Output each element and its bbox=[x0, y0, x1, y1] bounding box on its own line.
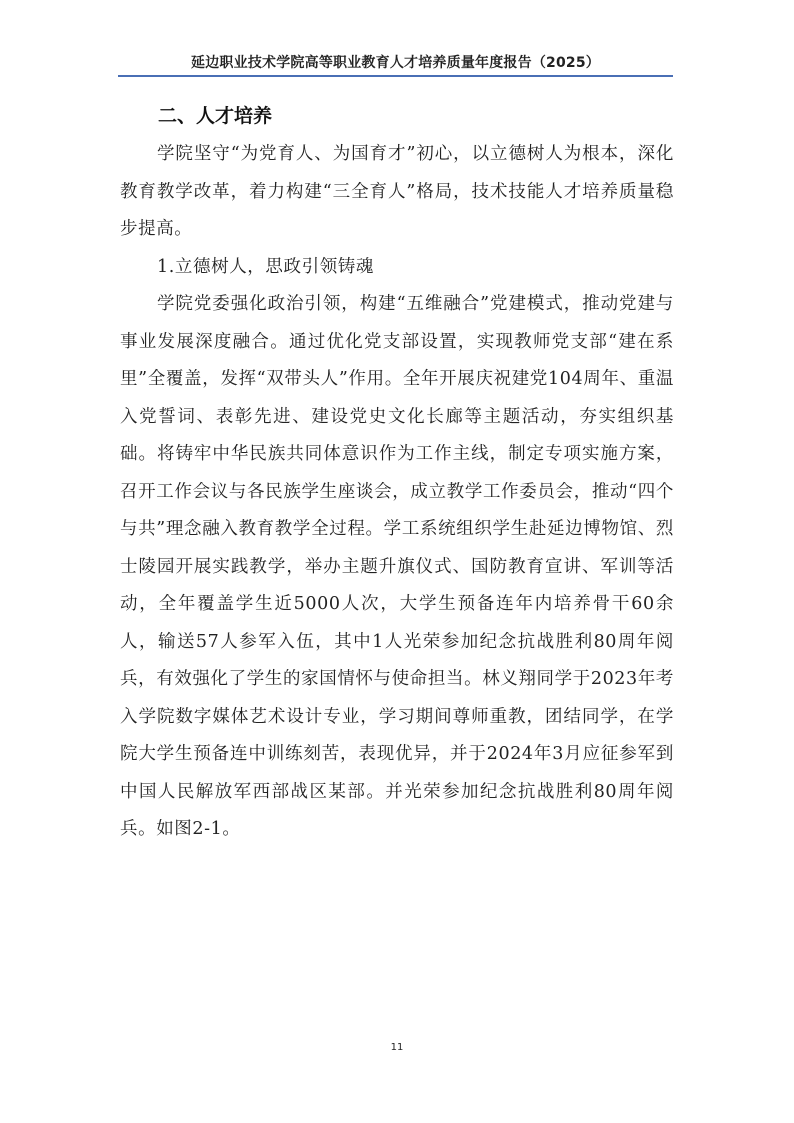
intro-paragraph: 学院坚守“为党育人、为国育才”初心，以立德树人为根本，深化教育教学改革，着力构建“三全育人”格局，技术技能人才培养质量稳步提高。 bbox=[120, 144, 674, 239]
subsection-body-paragraph: 学院党委强化政治引领，构建“五维融合”党建模式，推动党建与事业发展深度融合。通过优化党支部设置，实现教师党支部“建在系里”全覆盖，发挥“双带头人”作用。全年开展庆祝建党104周年、重温入党誓词、表彰先进、建设党史文化长廊等主题活动，夯实组织基础。将铸牢中华民族共同体意识作为工作主线，制定专项实施方案，召开工作会议与各民族学生座谈会，成立教学工作委员会，推动“四个与共”理念融入教育教学全过程。学工系统组织学生赴延边博物馆、烈士陵园开展实践教学，举办主题升旗仪式、国防教育宣讲、军训等活动，全年覆盖学生近5000人次，大学生预备连年内培养骨干60余人，输送57人参军入伍，其中1人光荣参加纪念抗战胜利80周年阅兵，有效强化了学生的家国情怀与使命担当。林义翔同学于2023年考入学院数字媒体艺术设计专业，学习期间尊师重教，团结同学，在学院大学生预备连中训练刻苦，表现优异，并于2024年3月应征参军到中国人民解放军西部战区某部。并光荣参加纪念抗战胜利80周年阅兵。如图2-1。 bbox=[120, 294, 674, 839]
page-body bbox=[120, 104, 674, 849]
subsection-heading: 1.立德树人，思政引领铸魂 bbox=[157, 256, 374, 277]
page-number: 11 bbox=[390, 1042, 404, 1053]
section-title: 二、人才培养 bbox=[158, 105, 273, 127]
running-header-title: 延边职业技术学院高等职业教育人才培养质量年度报告（2025） bbox=[191, 55, 600, 71]
header-divider bbox=[118, 75, 673, 77]
